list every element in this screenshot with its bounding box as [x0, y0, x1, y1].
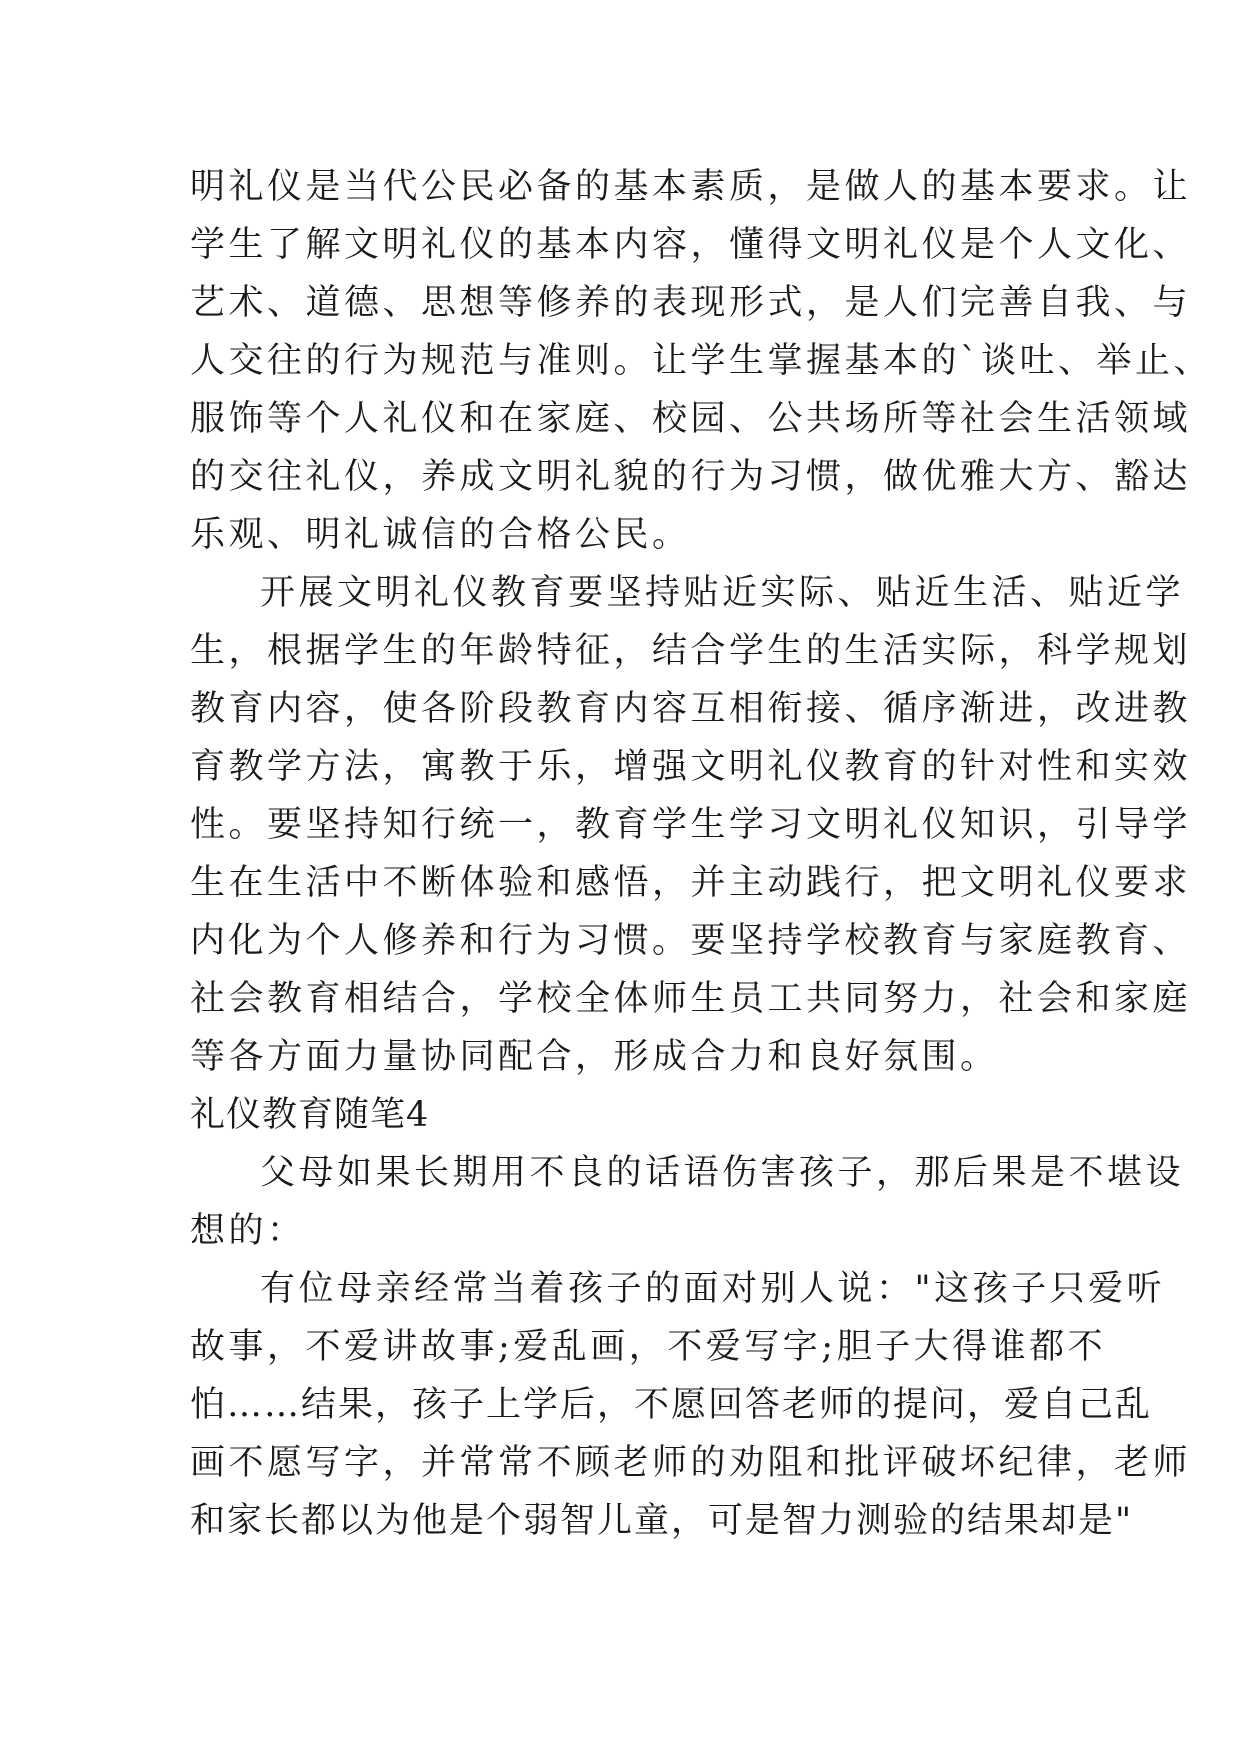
text-line: 生在生活中不断体验和感悟，并主动践行，把文明礼仪要求 — [190, 863, 1192, 903]
text-line: 和家长都以为他是个弱智儿童，可是智力测验的结果却是" — [190, 1501, 1134, 1541]
text-line: 生，根据学生的年龄特征，结合学生的生活实际，科学规划 — [190, 631, 1192, 671]
paragraph-first-line: 父母如果长期用不良的话语伤害孩子，那后果是不堪设 — [260, 1153, 1185, 1193]
text-line: 育教学方法，寓教于乐，增强文明礼仪教育的针对性和实效 — [190, 747, 1192, 787]
text-line: 想的： — [190, 1211, 306, 1251]
paragraph-first-line: 有位母亲经常当着孩子的面对别人说："这孩子只爱听 — [260, 1269, 1166, 1309]
paragraph-first-line: 开展文明礼仪教育要坚持贴近实际、贴近生活、贴近学 — [260, 573, 1185, 613]
text-line: 的交往礼仪，养成文明礼貌的行为习惯，做优雅大方、豁达 — [190, 457, 1192, 497]
document-body — [190, 158, 1213, 1550]
text-line: 画不愿写字，并常常不顾老师的劝阻和批评破坏纪律，老师 — [190, 1443, 1192, 1483]
text-line: 服饰等个人礼仪和在家庭、校园、公共场所等社会生活领域 — [190, 399, 1192, 439]
text-line: 内化为个人修养和行为习惯。要坚持学校教育与家庭教育、 — [190, 921, 1192, 961]
text-line: 人交往的行为规范与准则。让学生掌握基本的`谈吐、举止、 — [190, 341, 1213, 381]
text-line: 学生了解文明礼仪的基本内容，懂得文明礼仪是个人文化、 — [190, 225, 1192, 265]
text-line: 怕……结果，孩子上学后，不愿回答老师的提问，爱自己乱 — [190, 1385, 1153, 1425]
text-line: 明礼仪是当代公民必备的基本素质，是做人的基本要求。让 — [190, 167, 1192, 207]
text-line: 艺术、道德、思想等修养的表现形式，是人们完善自我、与 — [190, 283, 1192, 323]
section-heading: 礼仪教育随笔4 — [190, 1095, 430, 1135]
text-line: 教育内容，使各阶段教育内容互相衔接、循序渐进，改进教 — [190, 689, 1192, 729]
text-line: 社会教育相结合，学校全体师生员工共同努力，社会和家庭 — [190, 979, 1192, 1019]
text-line: 等各方面力量协同配合，形成合力和良好氛围。 — [190, 1037, 999, 1077]
text-line: 乐观、明礼诚信的合格公民。 — [190, 515, 691, 555]
text-line: 故事，不爱讲故事;爱乱画，不爱写字;胆子大得谁都不 — [190, 1327, 1107, 1367]
text-line: 性。要坚持知行统一，教育学生学习文明礼仪知识，引导学 — [190, 805, 1192, 845]
